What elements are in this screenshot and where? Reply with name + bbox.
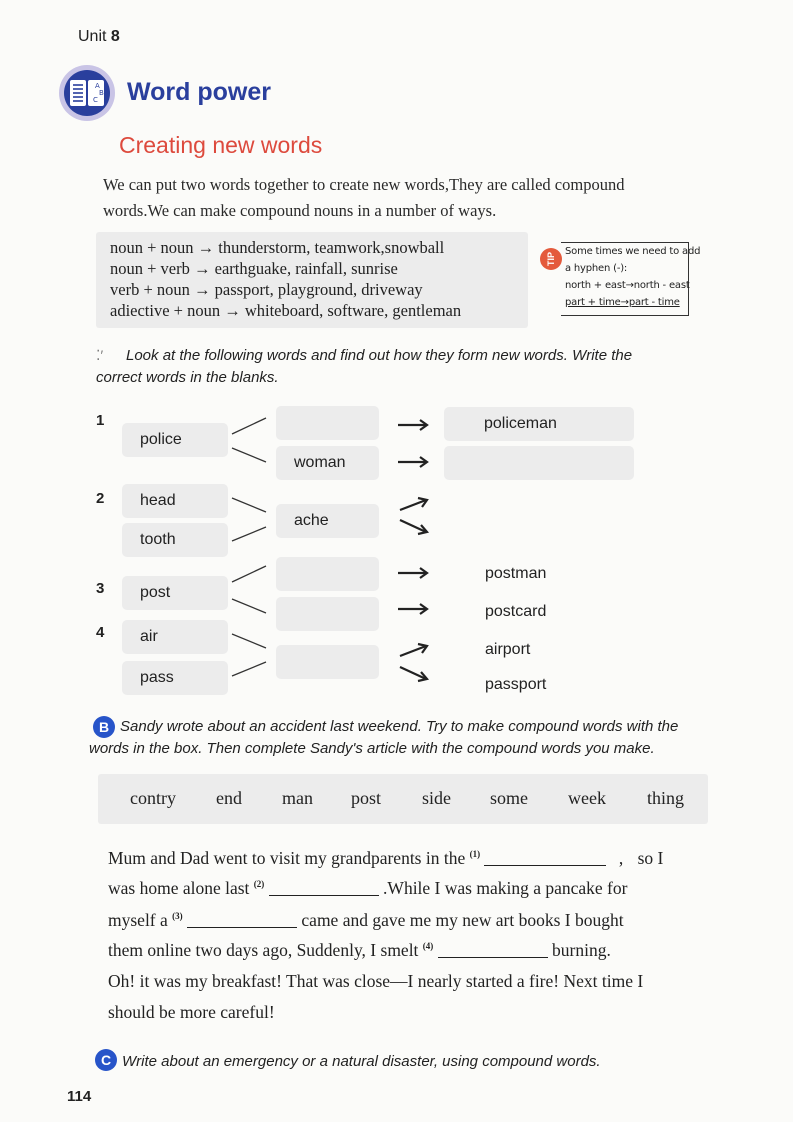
article-line: should be more careful! [108, 1002, 275, 1022]
exercise-a-instruction: Look at the following words and find out how they form new words. Write the [126, 347, 633, 364]
bank-word: end [216, 788, 242, 808]
word-box-post: post [122, 576, 228, 610]
unit-label: Unit 8 [78, 28, 120, 45]
blank-box[interactable] [276, 597, 379, 631]
blank-box[interactable] [276, 645, 379, 679]
exercise-c-instruction: Write about an emergency or a natural disaster, using compound words. [122, 1053, 601, 1070]
svg-text:A: A [95, 82, 100, 90]
exercise-b-badge: B [93, 716, 115, 738]
article-line: them online two days ago, Suddenly, I smelt $^{(4)}$ burning. [108, 940, 611, 960]
rule-line: noun + noun → thunderstorm, teamwork,snowball [110, 238, 445, 257]
word-box-pass: pass [122, 661, 228, 695]
bank-word: man [282, 788, 313, 808]
fill-blank-2[interactable] [269, 881, 379, 896]
page-number: 114 [67, 1088, 92, 1105]
article-line: Oh! it was my breakfast! That was close—I nearly started a fire! Next time I [108, 971, 644, 991]
fill-blank-4[interactable] [438, 943, 548, 958]
item-number: 2 [96, 490, 105, 507]
word-box-police: police [122, 423, 228, 457]
answer-airport: airport [485, 641, 531, 658]
section-subtitle: Creating new words [119, 132, 323, 158]
item-number: 4 [96, 624, 105, 641]
exercise-b-instruction-cont: words in the box. Then complete Sandy's article with the compound words you make. [89, 740, 655, 757]
answer-passport: passport [485, 676, 547, 693]
tip-badge: TIP [540, 248, 562, 270]
rule-line: adiective + noun → whiteboard, software, gentleman [110, 301, 462, 320]
exercise-a-icon: ⁚′ [96, 347, 104, 363]
rule-line: noun + verb → earthguake, rainfall, sunrise [110, 259, 398, 278]
bank-word: some [490, 788, 528, 808]
bank-word: side [422, 788, 451, 808]
bank-word: thing [647, 788, 685, 808]
word-box-head: head [122, 484, 228, 518]
article-line: was home alone last $^{(2)}$ .While I was making a pancake for [108, 878, 628, 898]
bank-word: week [568, 788, 606, 808]
word-box-tooth: tooth [122, 523, 228, 557]
fill-blank-3[interactable] [187, 913, 297, 928]
answer-blank[interactable] [444, 446, 634, 480]
section-title: Word power [127, 78, 271, 106]
fill-blank-1[interactable] [484, 851, 606, 866]
rule-line: verb + noun → passport, playground, driveway [110, 280, 423, 299]
answer-policeman: policeman [444, 407, 634, 441]
exercise-c-badge: C [95, 1049, 117, 1071]
svg-text:B: B [99, 89, 104, 97]
word-box-woman: woman [276, 446, 379, 480]
item-number: 3 [96, 580, 105, 597]
word-bank [98, 774, 708, 824]
blank-box[interactable] [276, 406, 379, 440]
book-icon [58, 64, 116, 122]
answer-postman: postman [485, 565, 547, 582]
bank-word: contry [130, 788, 176, 808]
bank-word: post [351, 788, 382, 808]
unit-number: 8 [110, 28, 120, 45]
svg-text:C: C [93, 96, 98, 104]
word-box-air: air [122, 620, 228, 654]
answer-postcard: postcard [485, 603, 547, 620]
article-line: Mum and Dad went to visit my grandparents in the $^{(1)}$ , so I [108, 848, 664, 868]
blank-box[interactable] [276, 557, 379, 591]
exercise-a-instruction-cont: correct words in the blanks. [96, 369, 279, 386]
intro-paragraph: We can put two words together to create new words,They are called compound words.We can make compound nouns in a number of ways. [103, 175, 625, 220]
item-number: 1 [96, 412, 105, 429]
article-line: myself a $^{(3)}$ came and gave me my new art books I bought [108, 910, 624, 930]
exercise-b-instruction: Sandy wrote about an accident last weekend. Try to make compound words with the [120, 718, 679, 735]
word-box-ache: ache [276, 504, 379, 538]
tip-box: Some times we need to add a hyphen (-): north + east→north - east part + time→part - time [561, 242, 689, 316]
